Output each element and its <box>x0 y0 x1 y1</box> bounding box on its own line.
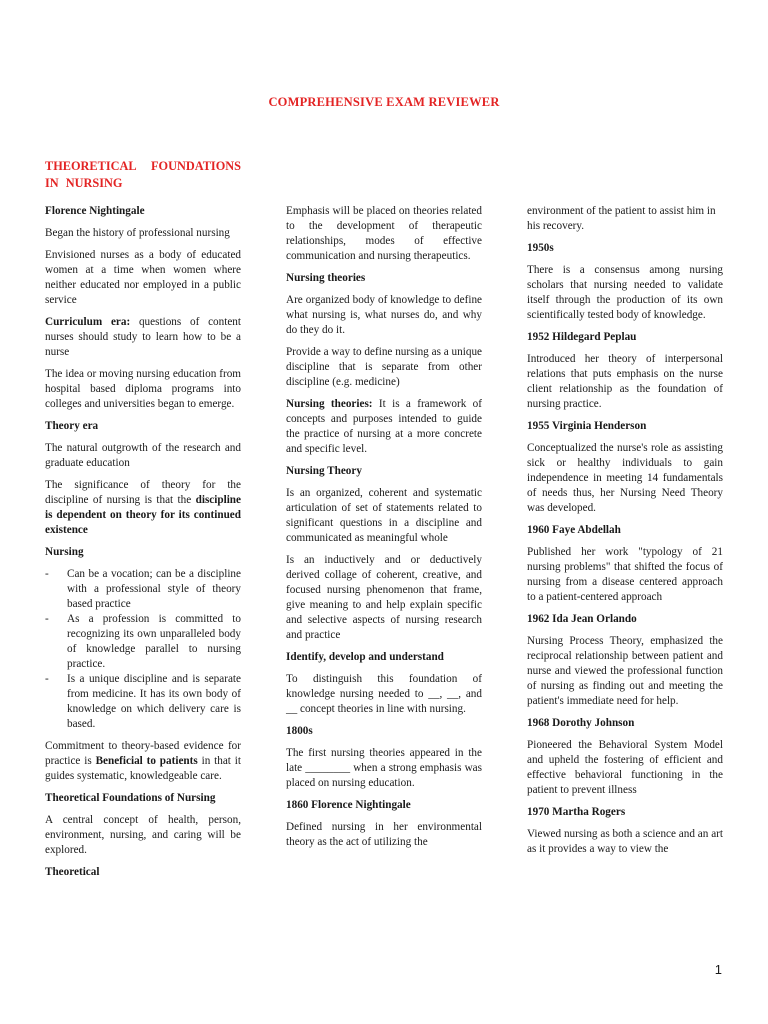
heading-1860: 1860 Florence Nightingale <box>286 799 411 811</box>
paragraph: Nursing Process Theory, emphasized the reciprocal relationship between patient and nurse and viewed the professional function of nursing as finding out and meeting the patient's immediate need for help. <box>527 635 723 707</box>
paragraph: There is a consensus among nursing scholars that nursing needed to validate itself through the production of its own scientifically tested body of knowledge. <box>527 264 723 321</box>
paragraph: Viewed nursing as both a science and an art as it provides a way to view the <box>527 828 723 855</box>
paragraph: A central concept of health, person, environment, nursing, and caring will be explored. <box>45 814 241 856</box>
paragraph: Provide a way to define nursing as a unique discipline that is separate from other discipline (e.g. medicine) <box>286 346 482 388</box>
paragraph: Is an organized, coherent and systematic articulation of set of statements related to significant questions in a discipline and communicated as meaningful whole <box>286 487 482 544</box>
paragraph: environment of the patient to assist him in his recovery. <box>527 205 716 232</box>
document-title: COMPREHENSIVE EXAM REVIEWER <box>268 95 500 109</box>
heading-theoretical-foundations: Theoretical Foundations of Nursing <box>45 792 216 804</box>
paragraph: Introduced her theory of interpersonal relations that puts emphasis on the nurse client relationship as the foundation of nursing practice. <box>527 353 723 410</box>
heading-1800s: 1800s <box>286 725 313 737</box>
heading-1955: 1955 Virginia Henderson <box>527 420 647 432</box>
paragraph: The first nursing theories appeared in the late ________ when a strong emphasis was placed on nursing education. <box>286 747 482 789</box>
column-3 <box>527 204 723 864</box>
emphasis: discipline is dependent on theory for its continued existence <box>45 494 241 536</box>
paragraph: Began the history of professional nursing <box>45 227 230 239</box>
paragraph-curriculum-era: Curriculum era: questions of content nurses should study to learn how to be a nurse <box>45 316 242 358</box>
page-number: 1 <box>714 962 722 977</box>
paragraph: To distinguish this foundation of knowledge nursing needed to __, __, and __ concept theories in line with nursing. <box>286 673 482 715</box>
heading-1970: 1970 Martha Rogers <box>527 806 626 818</box>
paragraph: Defined nursing in her environmental theory as the act of utilizing the <box>286 821 482 848</box>
heading-nursing-theories: Nursing theories <box>286 272 366 284</box>
list-item: - As a profession is committed to recognizing its own unparalleled body of knowledge parallel to nursing practice. <box>45 612 241 672</box>
list-item: - Is a unique discipline and is separate from medicine. It has its own body of knowledge on which delivery care is based. <box>45 672 241 732</box>
paragraph: Conceptualized the nurse's role as assisting sick or healthy individuals to gain independence in meeting 14 fundamentals of needs thus, her Nursing Need Theory was developed. <box>527 442 723 514</box>
emphasis: Beneficial to patients <box>95 755 198 767</box>
paragraph: Envisioned nurses as a body of educated women at a time when women where neither educated nor employed in a public service <box>45 249 241 306</box>
paragraph-significance: The significance of theory for the discipline of nursing is that the discipline is dependent on theory for its continued existence <box>45 479 241 536</box>
heading-1952: 1952 Hildegard Peplau <box>527 331 637 343</box>
heading-1968: 1968 Dorothy Johnson <box>527 717 635 729</box>
paragraph: Is an inductively and or deductively derived collage of coherent, creative, and focused nursing phenomenon that frame, give meaning to and help explain specific and selective aspects of nursing research and practice <box>286 554 482 641</box>
paragraph: The natural outgrowth of the research and graduate education <box>45 442 241 469</box>
list-item: - Can be a vocation; can be a discipline with a professional style of theory based practice <box>45 567 241 612</box>
heading-1950s: 1950s <box>527 242 554 254</box>
heading-theoretical: Theoretical <box>45 866 100 878</box>
paragraph: Published her work "typology of 21 nursing problems" that shifted the focus of nursing from a disease centered approach to a patient-centered approach <box>527 546 723 603</box>
column-2 <box>286 204 482 857</box>
column-1 <box>45 158 241 887</box>
nursing-list <box>45 567 241 732</box>
heading-identify-develop: Identify, develop and understand <box>286 651 444 663</box>
paragraph: Emphasis will be placed on theories related to the development of therapeutic relationships, modes of effective communication and nursing therapeutics. <box>286 205 482 262</box>
paragraph-nursing-theories-def: Nursing theories: It is a framework of concepts and purposes intended to guide the practice of nursing at a more concrete and specific level. <box>286 398 482 455</box>
heading-theory-era: Theory era <box>45 420 99 432</box>
heading-florence-nightingale: Florence Nightingale <box>45 205 145 217</box>
paragraph: The idea or moving nursing education from hospital based diploma programs into colleges and universities began to emerge. <box>45 368 241 410</box>
paragraph-commitment: Commitment to theory-based evidence for practice is Beneficial to patients in that it guides systematic, knowledgeable care. <box>45 740 241 782</box>
term: Nursing theories: <box>286 398 373 410</box>
heading-nursing: Nursing <box>45 546 84 558</box>
term: Curriculum era: <box>45 316 131 328</box>
section-title: THEORETICAL FOUNDATIONS IN NURSING <box>45 159 241 190</box>
heading-1962: 1962 Ida Jean Orlando <box>527 613 637 625</box>
paragraph: Are organized body of knowledge to define what nursing is, what nurses do, and why do they do it. <box>286 294 482 336</box>
paragraph: Pioneered the Behavioral System Model and upheld the fostering of efficient and effective behavioral functioning in the patient to prevent illness <box>527 739 723 796</box>
heading-1960: 1960 Faye Abdellah <box>527 524 621 536</box>
heading-nursing-theory: Nursing Theory <box>286 465 362 477</box>
